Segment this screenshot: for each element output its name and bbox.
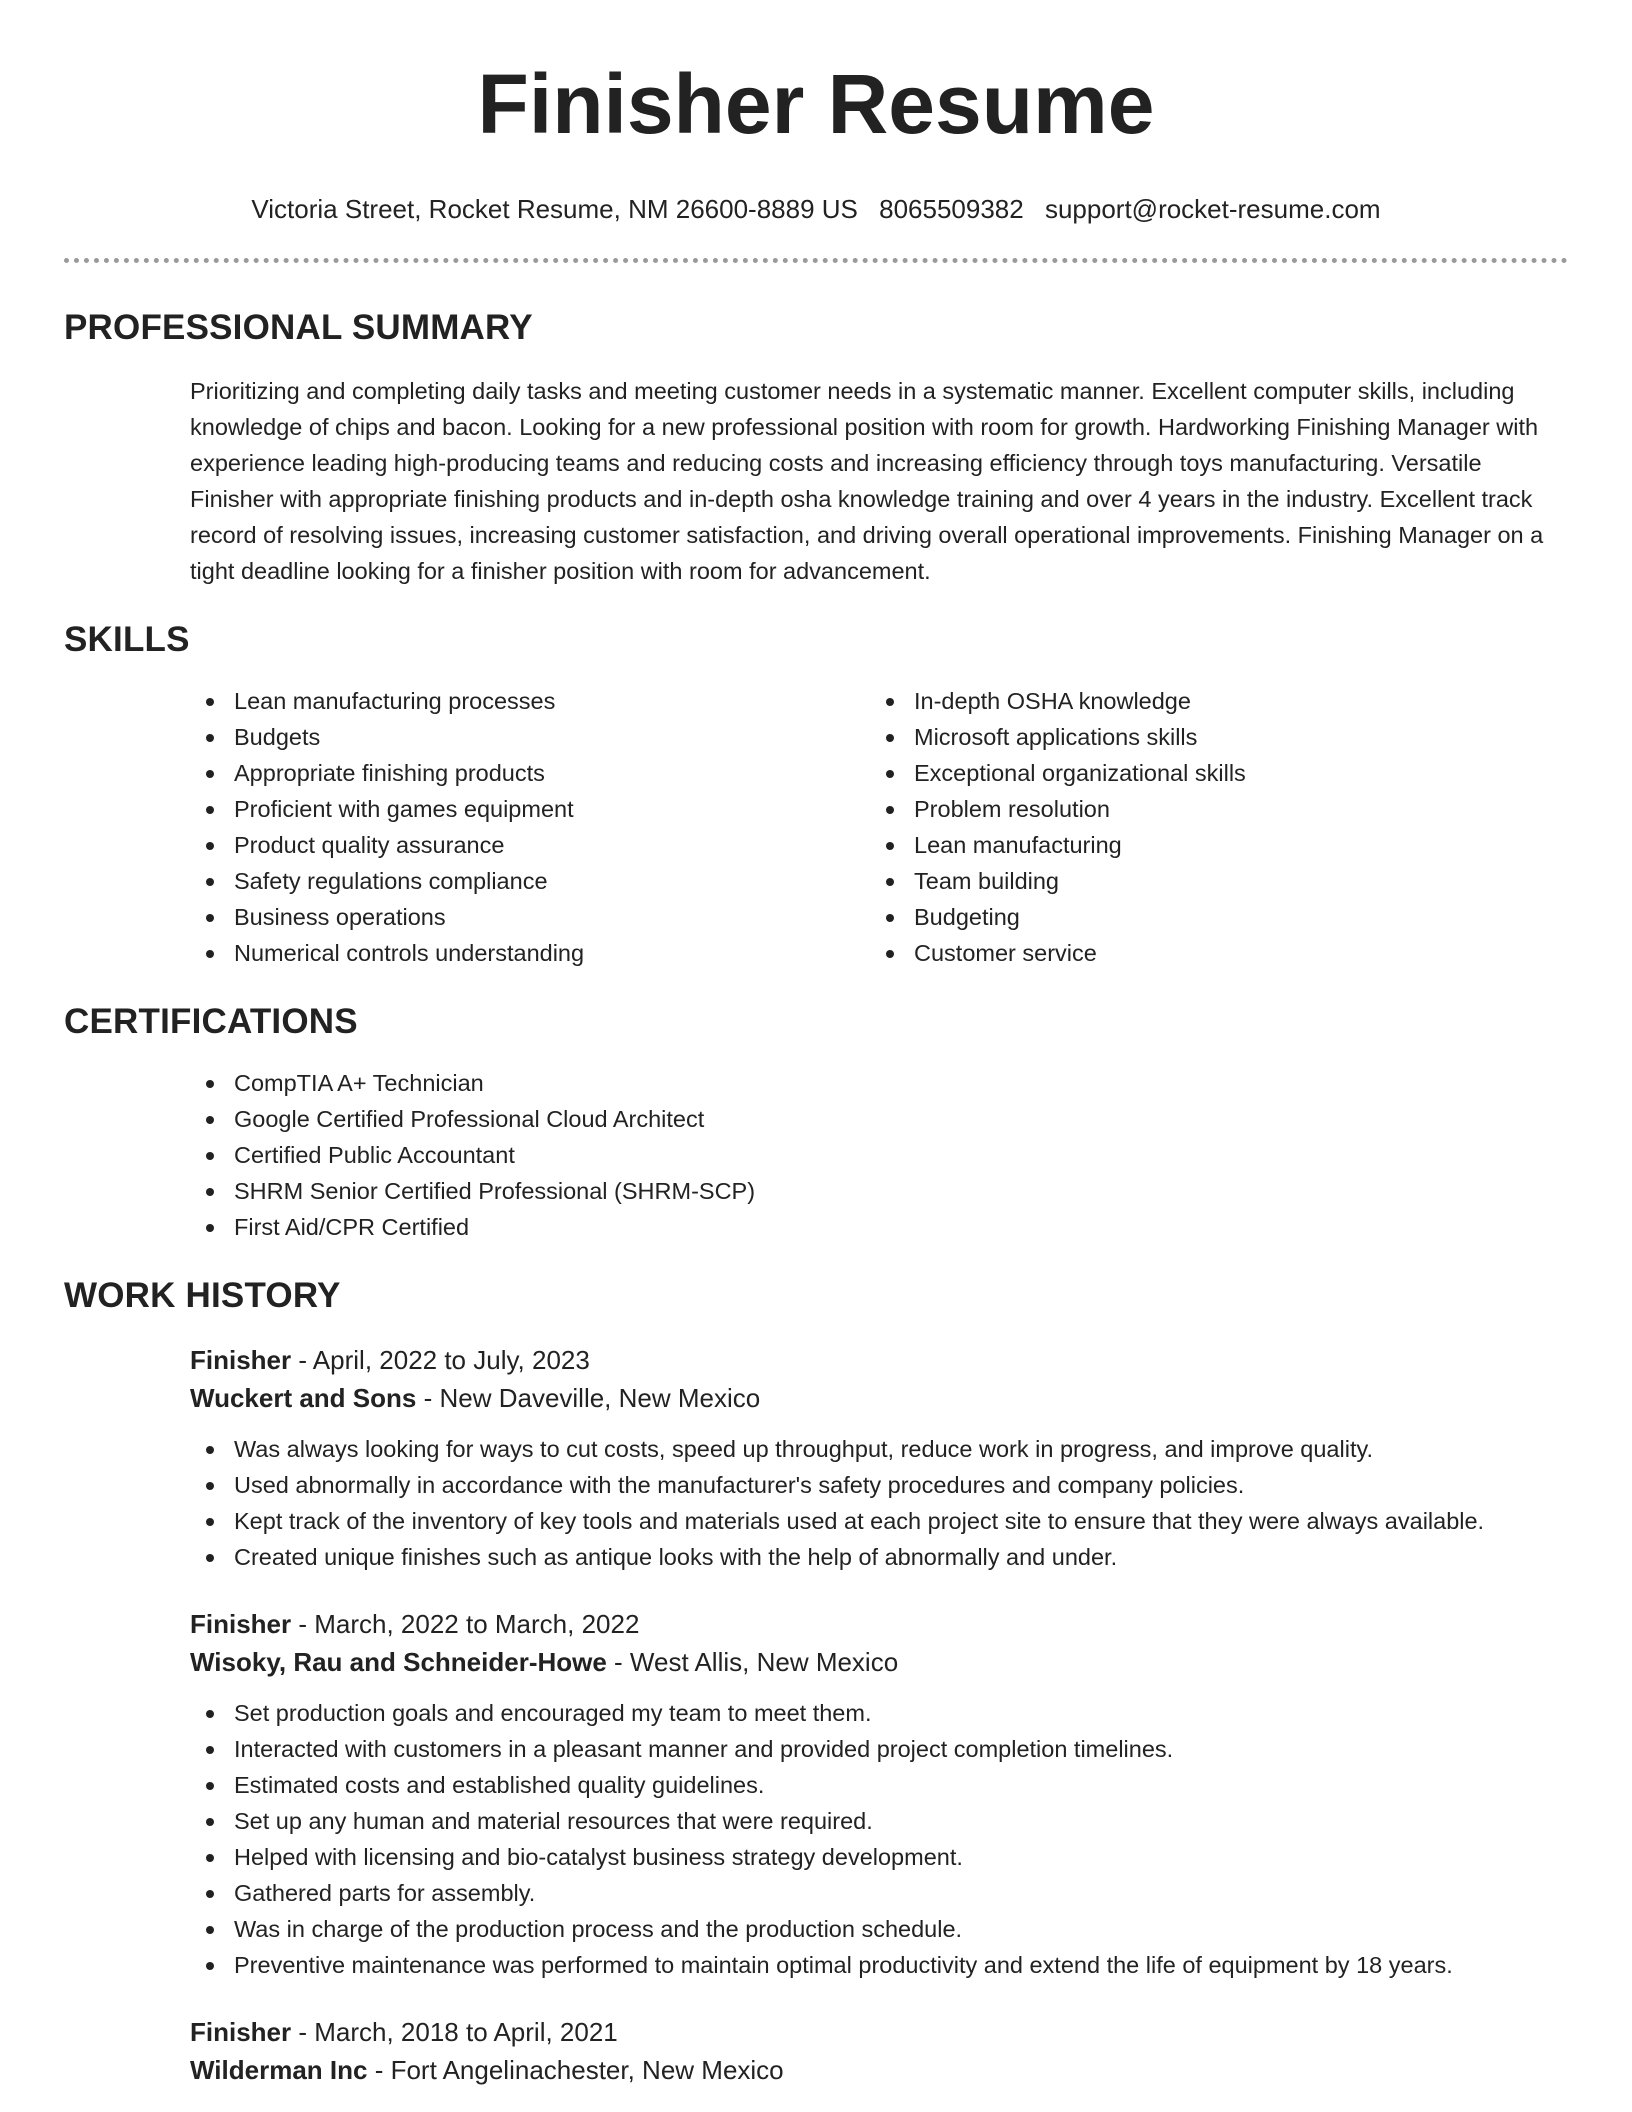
- job-bullet: Estimated costs and established quality guidelines.: [190, 1767, 1558, 1803]
- job-bullets: [190, 1431, 1558, 1575]
- section-certifications: [64, 1001, 1568, 1245]
- skill-item: In-depth OSHA knowledge: [870, 683, 1550, 719]
- job-company-line: [190, 2051, 1558, 2089]
- section-heading: WORK HISTORY: [64, 1276, 341, 1315]
- section-heading: CERTIFICATIONS: [64, 1002, 358, 1041]
- contact-line: [64, 192, 1568, 226]
- skill-item: Product quality assurance: [190, 827, 870, 863]
- header-divider: [64, 258, 1568, 263]
- contact-address: Victoria Street, Rocket Resume, NM 26600-8889 US: [251, 194, 858, 224]
- skill-item: Customer service: [870, 935, 1550, 971]
- skills-list-right: [870, 683, 1550, 971]
- certification-item: CompTIA A+ Technician: [190, 1065, 1558, 1101]
- skill-item: Problem resolution: [870, 791, 1550, 827]
- skill-item: Exceptional organizational skills: [870, 755, 1550, 791]
- job-bullet: Created unique finishes such as antique looks with the help of abnormally and under.: [190, 1539, 1558, 1575]
- skill-item: Numerical controls understanding: [190, 935, 870, 971]
- skill-item: Business operations: [190, 899, 870, 935]
- job-bullet: Set up any human and material resources that were required.: [190, 1803, 1558, 1839]
- job-bullets: [190, 1695, 1558, 1983]
- job-entry: [190, 1605, 1558, 1983]
- skill-item: Microsoft applications skills: [870, 719, 1550, 755]
- certifications-list: [190, 1065, 1558, 1245]
- skill-item: Lean manufacturing processes: [190, 683, 870, 719]
- section-work-history: [64, 1275, 1568, 2089]
- job-company: Wuckert and Sons: [190, 1383, 417, 1413]
- job-location: - New Daveville, New Mexico: [416, 1383, 761, 1413]
- job-title: Finisher: [190, 1609, 292, 1639]
- job-bullet: Gathered parts for assembly.: [190, 1875, 1558, 1911]
- job-title: Finisher: [190, 2017, 292, 2047]
- skills-list-left: [190, 683, 870, 971]
- job-company-line: [190, 1379, 1558, 1417]
- skill-item: Budgets: [190, 719, 870, 755]
- job-bullet: Was in charge of the production process and the production schedule.: [190, 1911, 1558, 1947]
- job-location: - Fort Angelinachester, New Mexico: [367, 2055, 784, 2085]
- section-heading: PROFESSIONAL SUMMARY: [64, 308, 533, 347]
- job-bullet: Set production goals and encouraged my team to meet them.: [190, 1695, 1558, 1731]
- job-dates: - March, 2018 to April, 2021: [291, 2017, 618, 2047]
- job-bullet: Kept track of the inventory of key tools and materials used at each project site to ensure that they were always available.: [190, 1503, 1558, 1539]
- skill-item: Lean manufacturing: [870, 827, 1550, 863]
- skill-item: Safety regulations compliance: [190, 863, 870, 899]
- certification-item: First Aid/CPR Certified: [190, 1209, 1558, 1245]
- job-location: - West Allis, New Mexico: [606, 1647, 899, 1677]
- job-entry: [190, 1341, 1558, 1575]
- skill-item: Team building: [870, 863, 1550, 899]
- job-bullet: Interacted with customers in a pleasant manner and provided project completion timelines.: [190, 1731, 1558, 1767]
- job-dates: - April, 2022 to July, 2023: [291, 1345, 590, 1375]
- job-bullet: Preventive maintenance was performed to maintain optimal productivity and extend the life of equipment by 18 years.: [190, 1947, 1558, 1983]
- job-bullet: Used abnormally in accordance with the manufacturer's safety procedures and company policies.: [190, 1467, 1558, 1503]
- skill-item: Proficient with games equipment: [190, 791, 870, 827]
- contact-phone: 8065509382: [879, 194, 1024, 224]
- job-company: Wisoky, Rau and Schneider-Howe: [190, 1647, 607, 1677]
- section-professional-summary: [64, 307, 1568, 589]
- job-entry: [190, 2013, 1558, 2089]
- job-company: Wilderman Inc: [190, 2055, 368, 2085]
- job-title-line: [190, 2013, 1558, 2051]
- certification-item: Google Certified Professional Cloud Architect: [190, 1101, 1558, 1137]
- skill-item: Budgeting: [870, 899, 1550, 935]
- section-heading: SKILLS: [64, 620, 190, 659]
- job-company-line: [190, 1643, 1558, 1681]
- job-bullet: Helped with licensing and bio-catalyst business strategy development.: [190, 1839, 1558, 1875]
- certification-item: Certified Public Accountant: [190, 1137, 1558, 1173]
- job-title-line: [190, 1605, 1558, 1643]
- job-dates: - March, 2022 to March, 2022: [291, 1609, 640, 1639]
- resume-title: Finisher Resume: [477, 57, 1155, 151]
- summary-text: Prioritizing and completing daily tasks and meeting customer needs in a systematic manner. Excellent computer skills, including knowledge of chips and bacon. Looking for a new professional position with room for growth. Hardworking Finishing Manager with experience leading high-producing teams and reducing costs and increasing efficiency through toys manufacturing. Versatile Finisher with appropriate finishing products and in-depth osha knowledge training and over 4 years in the industry. Excellent track record of resolving issues, increasing customer satisfaction, and driving overall operational improvements. Finishing Manager on a tight deadline looking for a finisher position with room for advancement.: [190, 378, 1544, 584]
- contact-email: support@rocket-resume.com: [1044, 194, 1381, 224]
- skill-item: Appropriate finishing products: [190, 755, 870, 791]
- certification-item: SHRM Senior Certified Professional (SHRM-SCP): [190, 1173, 1558, 1209]
- job-bullet: Was always looking for ways to cut costs, speed up throughput, reduce work in progress, and improve quality.: [190, 1431, 1558, 1467]
- job-title-line: [190, 1341, 1558, 1379]
- section-skills: [64, 619, 1568, 971]
- job-title: Finisher: [190, 1345, 292, 1375]
